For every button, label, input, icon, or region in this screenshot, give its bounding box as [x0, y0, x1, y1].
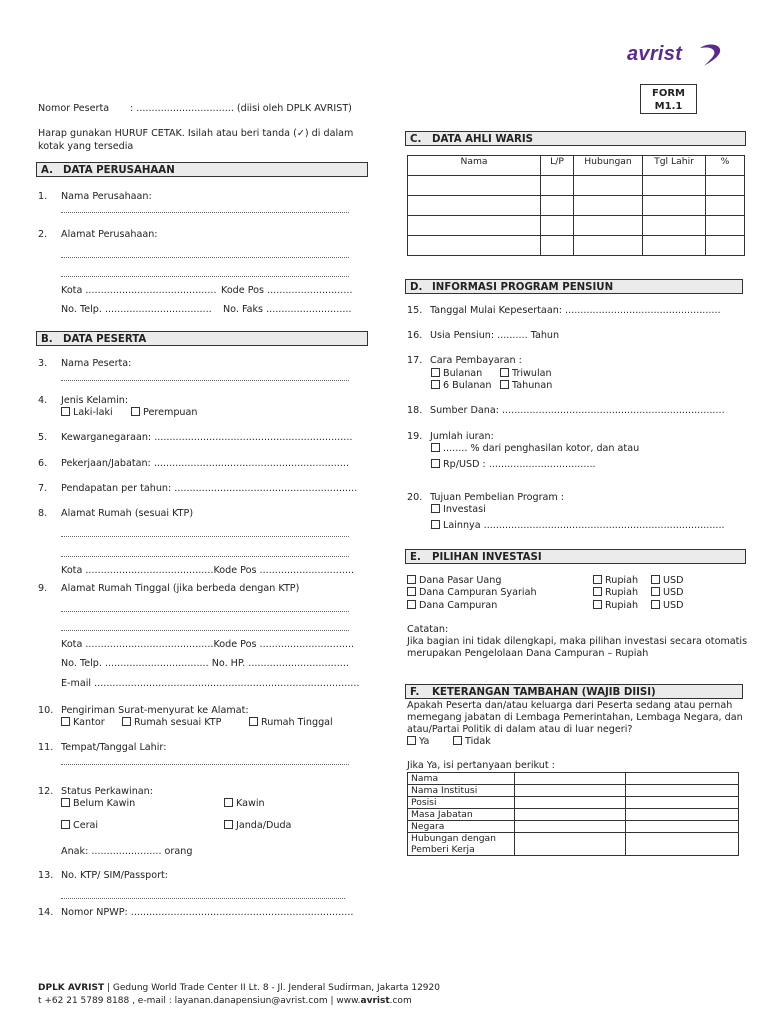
table-row[interactable]: Negara: [408, 821, 739, 833]
checkbox-icon[interactable]: [593, 587, 602, 596]
field-6-number: 6.: [38, 458, 48, 469]
pep-question-line-3: atau/Partai Politik di dalam atau di luar negeri?: [407, 724, 633, 735]
home-address-line-2[interactable]: [61, 630, 349, 631]
nomor-peserta-label: Nomor Peserta: [38, 103, 110, 114]
field-20-number: 20.: [407, 492, 423, 503]
checkbox-icon[interactable]: [651, 575, 660, 584]
checkbox-icon[interactable]: [500, 368, 509, 377]
checkbox-icon[interactable]: [593, 600, 602, 609]
footer-address-text: | Gedung World Trade Center II Lt. 8 - Jl. Jenderal Sudirman, Jakarta 12920: [104, 983, 440, 993]
heir-col-percent: %: [706, 156, 745, 176]
checkbox-icon[interactable]: [431, 443, 440, 452]
checkbox-icon[interactable]: [407, 600, 416, 609]
email-field[interactable]: E-mail .......................................................................................: [61, 678, 360, 689]
field-2-number: 2.: [38, 229, 48, 240]
checkbox-icon[interactable]: [431, 368, 440, 377]
heir-col-gender: L/P: [541, 156, 574, 176]
field-8-label: Alamat Rumah (sesuai KTP): [61, 508, 194, 519]
checkbox-icon[interactable]: [431, 520, 440, 529]
mail-residence-option[interactable]: Rumah Tinggal: [249, 717, 333, 729]
pay-quarterly-option[interactable]: Triwulan: [500, 368, 552, 380]
section-f-code: F.: [410, 687, 420, 698]
field-4-label: Jenis Kelamin:: [61, 395, 129, 406]
section-d-code: D.: [410, 282, 423, 293]
fund-sharia-mixed-option[interactable]: Dana Campuran Syariah: [407, 587, 537, 599]
footer-web-suffix: .com: [389, 996, 412, 1006]
footer-address: [38, 983, 440, 993]
field-4-number: 4.: [38, 395, 48, 406]
occupation-field[interactable]: Pekerjaan/Jabatan: ................................................................: [61, 458, 349, 469]
heir-col-relation: Hubungan: [574, 156, 643, 176]
checkbox-icon[interactable]: [61, 717, 70, 726]
ktp-city-postcode-field[interactable]: Kota ..........................................Kode Pos ...............................: [61, 565, 355, 576]
table-row[interactable]: Posisi: [408, 797, 739, 809]
field-18-number: 18.: [407, 405, 423, 416]
checkbox-icon[interactable]: [131, 407, 140, 416]
contribution-percent-option[interactable]: ........ % dari penghasilan kotor, dan atau: [431, 443, 639, 455]
field-1-number: 1.: [38, 191, 48, 202]
checkbox-icon[interactable]: [651, 587, 660, 596]
section-a-code: A.: [41, 165, 53, 176]
retirement-age-field[interactable]: Usia Pensiun: .......... Tahun: [430, 330, 560, 341]
pep-question-line-1: Apakah Peserta dan/atau keluarga dari Peserta sedang atau pernah: [407, 700, 733, 711]
field-10-number: 10.: [38, 705, 54, 716]
heir-col-birthdate: Tgl Lahir: [643, 156, 706, 176]
home-address-line-1[interactable]: [61, 611, 349, 612]
field-20-label: Tujuan Pembelian Program :: [430, 492, 565, 503]
table-row[interactable]: Nama: [408, 773, 739, 785]
table-row[interactable]: [408, 236, 745, 256]
note-line-2: merupakan Pengelolaan Dana Campuran – Rupiah: [407, 648, 649, 659]
checkbox-icon[interactable]: [224, 798, 233, 807]
checkbox-icon[interactable]: [431, 380, 440, 389]
mail-office-option[interactable]: Kantor: [61, 717, 105, 729]
fund-1-rupiah-option[interactable]: Rupiah: [593, 575, 638, 587]
annual-income-field[interactable]: Pendapatan per tahun: ............................................................: [61, 483, 358, 494]
status-divorced-option[interactable]: Cerai: [61, 820, 98, 832]
id-number-line[interactable]: [61, 898, 345, 899]
checkbox-icon[interactable]: [651, 600, 660, 609]
footer-web-bold: avrist: [360, 996, 390, 1006]
form-code-box: [640, 84, 697, 114]
section-d-title: INFORMASI PROGRAM PENSIUN: [432, 282, 614, 293]
checkbox-icon[interactable]: [122, 717, 131, 726]
section-b-title: DATA PESERTA: [63, 334, 147, 345]
pay-monthly-option[interactable]: Bulanan: [431, 368, 482, 380]
table-row[interactable]: Nama Institusi: [408, 785, 739, 797]
pep-detail-table: [407, 772, 739, 856]
home-phone-field[interactable]: No. Telp. .................................. No. HP. .................................: [61, 658, 349, 669]
checkbox-icon[interactable]: [431, 504, 440, 513]
fund-mixed-option[interactable]: Dana Campuran: [407, 600, 497, 612]
field-16-number: 16.: [407, 330, 423, 341]
table-row[interactable]: [408, 216, 745, 236]
field-12-label: Status Perkawinan:: [61, 786, 153, 797]
field-11-label: Tempat/Tanggal Lahir:: [61, 742, 167, 753]
fund-source-field[interactable]: Sumber Dana: .........................................................................: [430, 405, 725, 416]
form-code-line2: M1.1: [654, 101, 683, 112]
field-3-label: Nama Peserta:: [61, 358, 132, 369]
field-1-label: Nama Perusahaan:: [61, 191, 152, 202]
birth-place-date-line[interactable]: [61, 764, 349, 765]
checkbox-icon[interactable]: [407, 587, 416, 596]
field-13-label: No. KTP/ SIM/Passport:: [61, 870, 169, 881]
company-city-field[interactable]: Kota ...........................................: [61, 285, 217, 296]
field-14-number: 14.: [38, 907, 54, 918]
checkbox-icon[interactable]: [224, 820, 233, 829]
section-f-title: KETERANGAN TAMBAHAN (WAJIB DIISI): [432, 687, 656, 698]
pep-question-line-2: memegang jabatan di Lembaga Pemerintahan, Lembaga Negara, dan: [407, 712, 743, 723]
section-c-header: [405, 131, 746, 146]
field-9-label: Alamat Rumah Tinggal (jika berbeda dengan KTP): [61, 583, 300, 594]
checkbox-icon[interactable]: [249, 717, 258, 726]
field-15-number: 15.: [407, 305, 423, 316]
field-17-label: Cara Pembayaran :: [430, 355, 522, 366]
checkbox-icon[interactable]: [593, 575, 602, 584]
field-10-label: Pengiriman Surat-menyurat ke Alamat:: [61, 705, 249, 716]
purpose-investment-option[interactable]: Investasi: [431, 504, 486, 516]
company-fax-field[interactable]: No. Faks ............................: [223, 304, 352, 315]
pay-annual-option[interactable]: Tahunan: [500, 380, 552, 392]
gender-male-option[interactable]: Laki-laki: [61, 407, 113, 419]
checkbox-icon[interactable]: [431, 459, 440, 468]
logo-swoosh-icon: [698, 42, 724, 68]
field-19-number: 19.: [407, 431, 423, 442]
avrist-logo: [627, 43, 682, 66]
purpose-other-option[interactable]: Lainnya ...............................................................................: [431, 520, 725, 532]
footer-brand: DPLK AVRIST: [38, 983, 105, 993]
fund-3-rupiah-option[interactable]: Rupiah: [593, 600, 638, 612]
section-e-title: PILIHAN INVESTASI: [432, 552, 542, 563]
fund-3-usd-option[interactable]: USD: [651, 600, 684, 612]
pay-semiannual-option[interactable]: 6 Bulanan: [431, 380, 491, 392]
section-a-title: DATA PERUSAHAAN: [63, 165, 175, 176]
company-postcode-field[interactable]: Kode Pos ............................: [221, 285, 353, 296]
checkbox-icon[interactable]: [61, 798, 70, 807]
mail-ktp-home-option[interactable]: Rumah sesuai KTP: [122, 717, 221, 729]
fund-money-market-option[interactable]: Dana Pasar Uang: [407, 575, 501, 587]
membership-start-field[interactable]: Tanggal Mulai Kepesertaan: ...................................................: [430, 305, 721, 316]
field-7-number: 7.: [38, 483, 48, 494]
note-line-1: Jika bagian ini tidak dilengkapi, maka pilihan investasi secara otomatis: [407, 636, 748, 647]
instruction-line-1: Harap gunakan HURUF CETAK. Isilah atau beri tanda (✓) di dalam: [38, 128, 354, 139]
footer-phone-email: t +62 21 5789 8188 , e-mail : layanan.danapensiun@avrist.com: [38, 996, 328, 1006]
home-city-postcode-field[interactable]: Kota ..........................................Kode Pos ...............................: [61, 639, 355, 650]
heir-table: [407, 155, 745, 256]
field-12-number: 12.: [38, 786, 54, 797]
fund-2-rupiah-option[interactable]: Rupiah: [593, 587, 638, 599]
company-name-line[interactable]: [61, 212, 349, 213]
participant-name-line[interactable]: [61, 380, 349, 381]
instruction-line-2: kotak yang tersedia: [38, 141, 134, 152]
field-13-number: 13.: [38, 870, 54, 881]
field-3-number: 3.: [38, 358, 48, 369]
checkbox-icon[interactable]: [453, 736, 462, 745]
field-19-label: Jumlah iuran:: [430, 431, 494, 442]
field-9-number: 9.: [38, 583, 48, 594]
note-title: Catatan:: [407, 624, 449, 635]
section-b-code: B.: [41, 334, 53, 345]
company-address-line-1[interactable]: [61, 257, 349, 258]
section-c-title: DATA AHLI WARIS: [432, 134, 534, 145]
section-e-header: [405, 549, 746, 564]
checkbox-icon[interactable]: [61, 820, 70, 829]
table-row[interactable]: Hubungan dengan Pemberi Kerja: [408, 833, 739, 856]
field-5-number: 5.: [38, 432, 48, 443]
form-code-line1: FORM: [652, 88, 685, 99]
pep-no-option[interactable]: Tidak: [453, 736, 491, 748]
checkbox-icon[interactable]: [407, 575, 416, 584]
status-single-option[interactable]: Belum Kawin: [61, 798, 135, 810]
status-widowed-option[interactable]: Janda/Duda: [224, 820, 291, 832]
contribution-amount-option[interactable]: Rp/USD : ...................................: [431, 459, 596, 471]
table-row[interactable]: [408, 196, 745, 216]
section-c-code: C.: [410, 134, 422, 145]
section-e-code: E.: [410, 552, 421, 563]
table-row[interactable]: [408, 176, 745, 196]
children-count-field[interactable]: Anak: ....................... orang: [61, 846, 193, 857]
ktp-address-line-1[interactable]: [61, 536, 349, 537]
checkbox-icon[interactable]: [500, 380, 509, 389]
section-a-header: [36, 162, 368, 177]
section-f-header: [405, 684, 743, 699]
company-address-line-2[interactable]: [61, 276, 349, 277]
footer-contact: [38, 996, 412, 1006]
ktp-address-line-2[interactable]: [61, 556, 349, 557]
field-2-label: Alamat Perusahaan:: [61, 229, 158, 240]
heir-col-name: Nama: [408, 156, 541, 176]
field-8-number: 8.: [38, 508, 48, 519]
nationality-field[interactable]: Kewarganegaraan: .................................................................: [61, 432, 353, 443]
nomor-peserta-field[interactable]: : ................................ (diisi oleh DPLK AVRIST): [130, 103, 352, 114]
logo-text: avrist: [627, 43, 683, 65]
if-yes-instruction: Jika Ya, isi pertanyaan berikut :: [407, 760, 555, 771]
checkbox-icon[interactable]: [61, 407, 70, 416]
gender-female-option[interactable]: Perempuan: [131, 407, 197, 419]
fund-1-usd-option[interactable]: USD: [651, 575, 684, 587]
field-11-number: 11.: [38, 742, 54, 753]
checkbox-icon[interactable]: [407, 736, 416, 745]
pep-yes-option[interactable]: Ya: [407, 736, 429, 748]
field-17-number: 17.: [407, 355, 423, 366]
section-b-header: [36, 331, 368, 346]
fund-2-usd-option[interactable]: USD: [651, 587, 684, 599]
company-phone-field[interactable]: No. Telp. ...................................: [61, 304, 212, 315]
status-married-option[interactable]: Kawin: [224, 798, 265, 810]
footer-web-prefix: | www.: [327, 996, 361, 1006]
table-row[interactable]: Masa Jabatan: [408, 809, 739, 821]
section-d-header: [405, 279, 743, 294]
npwp-field[interactable]: Nomor NPWP: .........................................................................: [61, 907, 354, 918]
